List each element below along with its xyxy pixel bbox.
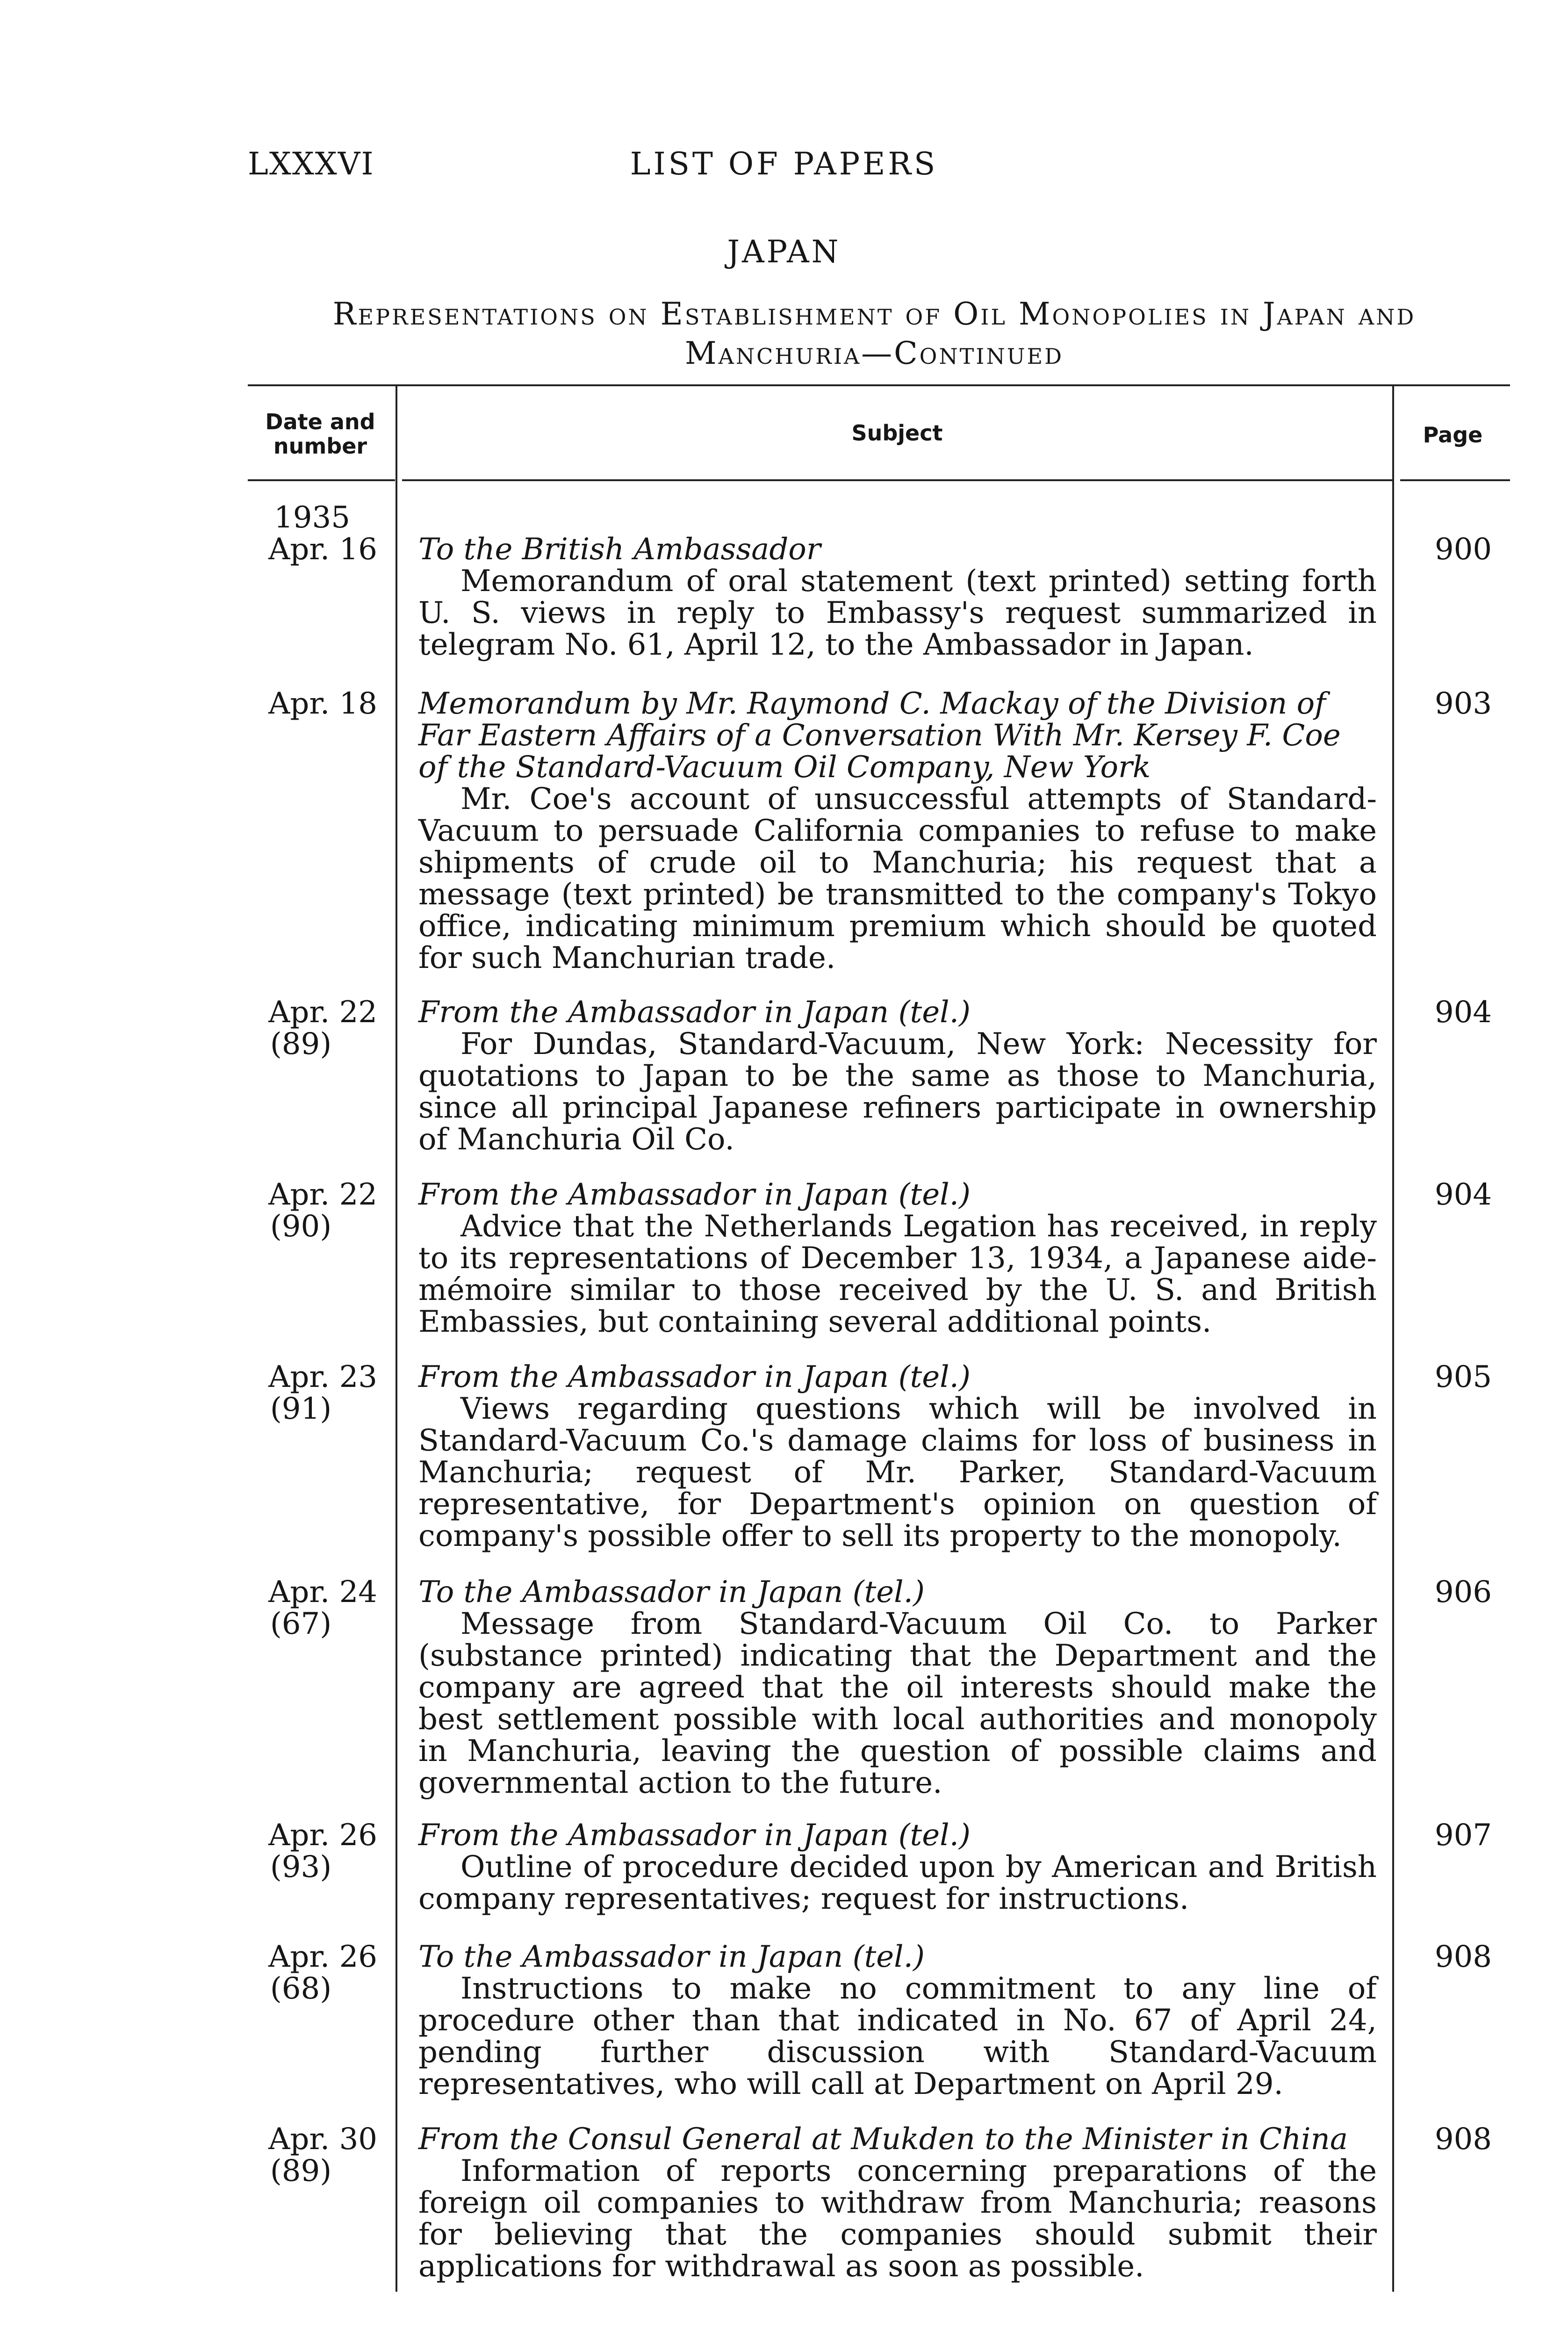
entry-number: (89) [270, 2154, 332, 2188]
entry-date: Apr. 26 [268, 1818, 377, 1853]
entry-date: Apr. 18 [268, 686, 377, 721]
entry-date: Apr. 22 [268, 1177, 377, 1212]
entry-number: (67) [270, 1607, 332, 1641]
entry-date: Apr. 23 [268, 1360, 377, 1394]
entry-summary: Views regarding questions which will be involved in Standard-Vacuum Co.'s damage claims for loss of business in Manchuria; request of Mr. Parker, Standard-Vacuum representative, for Department's opinion on question of company's possible offer to sell its property to the monopoly. [418, 1392, 1377, 1553]
entry-summary: For Dundas, Standard-Vacuum, New York: Necessity for quotations to Japan to be the same as those to Manchuria, since all principal Japanese refiners participate in ownership of Manchuria Oil Co. [418, 1027, 1377, 1157]
entry-number: (93) [270, 1850, 332, 1884]
table-header-rule-date [248, 479, 395, 481]
entry-page: 907 [1434, 1818, 1492, 1853]
entry-date: Apr. 22 [268, 995, 377, 1030]
entry-page: 904 [1434, 1177, 1492, 1212]
entry-number: (91) [270, 1392, 332, 1426]
table-header-rule-page [1400, 479, 1510, 481]
column-header-date: Date and number [265, 409, 375, 459]
entry-heading: From the Ambassador in Japan (tel.) [418, 995, 971, 1030]
column-header-page: Page [1423, 422, 1483, 447]
entry-heading: From the Ambassador in Japan (tel.) [418, 1818, 971, 1853]
entry-page: 908 [1434, 1940, 1492, 1974]
entry-number: (89) [270, 1027, 332, 1061]
entry-date: Apr. 24 [268, 1575, 377, 1609]
entry-heading: To the Ambassador in Japan (tel.) [418, 1940, 925, 1974]
entry-summary: Advice that the Netherlands Legation has received, in reply to its representations of December 13, 1934, a Japanese aide-mémoire similar to those received by the U. S. and British Embassies, but containing several additional points. [418, 1209, 1377, 1339]
entry-number: (68) [270, 1971, 332, 2006]
entry-page: 906 [1434, 1575, 1492, 1609]
entry-number: (90) [270, 1209, 332, 1244]
entry-page: 905 [1434, 1360, 1492, 1394]
year-label: 1935 [274, 500, 350, 535]
section-title: Representations on Establishment of Oil Monopolies in Japan and Manchuria—Continued [332, 296, 1416, 371]
entry-summary: Memorandum of oral statement (text printed) setting forth U. S. views in reply to Embassy's request summarized in telegram No. 61, April 12, to the Ambassador in Japan. [418, 564, 1377, 662]
entry-summary: Outline of procedure decided upon by American and British company representatives; request for instructions. [418, 1850, 1377, 1916]
entry-heading: Memorandum by Mr. Raymond C. Mackay of the Division of Far Eastern Affairs of a Conversation With Mr. Kersey F. Coe of the Standard-Vacuum Oil Company, New York [418, 686, 1341, 785]
page-folio: LXXXVI [248, 146, 374, 182]
entry-date: Apr. 30 [268, 2122, 377, 2157]
entry-summary: Message from Standard-Vacuum Oil Co. to Parker (substance printed) indicating that the Department and the company are agreed that the oil interests should make the best settlement possible with local authorities and monopoly in Manchuria, leaving the question of possible claims and governmental action to the future. [418, 1607, 1377, 1800]
entry-page: 903 [1434, 686, 1492, 721]
entry-page: 904 [1434, 995, 1492, 1030]
table-header-rule-subject [402, 479, 1393, 481]
entry-summary: Instructions to make no commitment to any line of procedure other than that indicated in No. 67 of April 24, pending further discussion with Standard-Vacuum representatives, who will call at Department on April 29. [418, 1971, 1377, 2101]
running-title: LIST OF PAPERS [630, 146, 938, 182]
table-top-rule [248, 384, 1510, 386]
column-header-subject: Subject [851, 420, 943, 446]
entry-summary: Mr. Coe's account of unsuccessful attempts of Standard-Vacuum to persuade California companies to refuse to make shipments of crude oil to Manchuria; his request that a message (text printed) be transmitted to the company's Tokyo office, indicating minimum premium which should be quoted for such Manchurian trade. [418, 782, 1377, 975]
country-heading: JAPAN [727, 234, 841, 270]
entry-date: Apr. 16 [268, 532, 377, 567]
entry-heading: From the Consul General at Mukden to the Minister in China [418, 2122, 1348, 2157]
entry-heading: From the Ambassador in Japan (tel.) [418, 1177, 971, 1212]
entry-date: Apr. 26 [268, 1940, 377, 1974]
column-divider-left [396, 386, 397, 2292]
entry-page: 908 [1434, 2122, 1492, 2157]
column-divider-right [1392, 386, 1394, 2292]
entry-heading: To the Ambassador in Japan (tel.) [418, 1575, 925, 1609]
entry-summary: Information of reports concerning preparations of the foreign oil companies to withdraw from Manchuria; reasons for believing that the companies should submit their applications for withdrawal as soon as possible. [418, 2154, 1377, 2284]
entry-heading: To the British Ambassador [418, 532, 821, 567]
entry-heading: From the Ambassador in Japan (tel.) [418, 1360, 971, 1394]
entry-page: 900 [1434, 532, 1492, 567]
running-head [0, 146, 1568, 188]
